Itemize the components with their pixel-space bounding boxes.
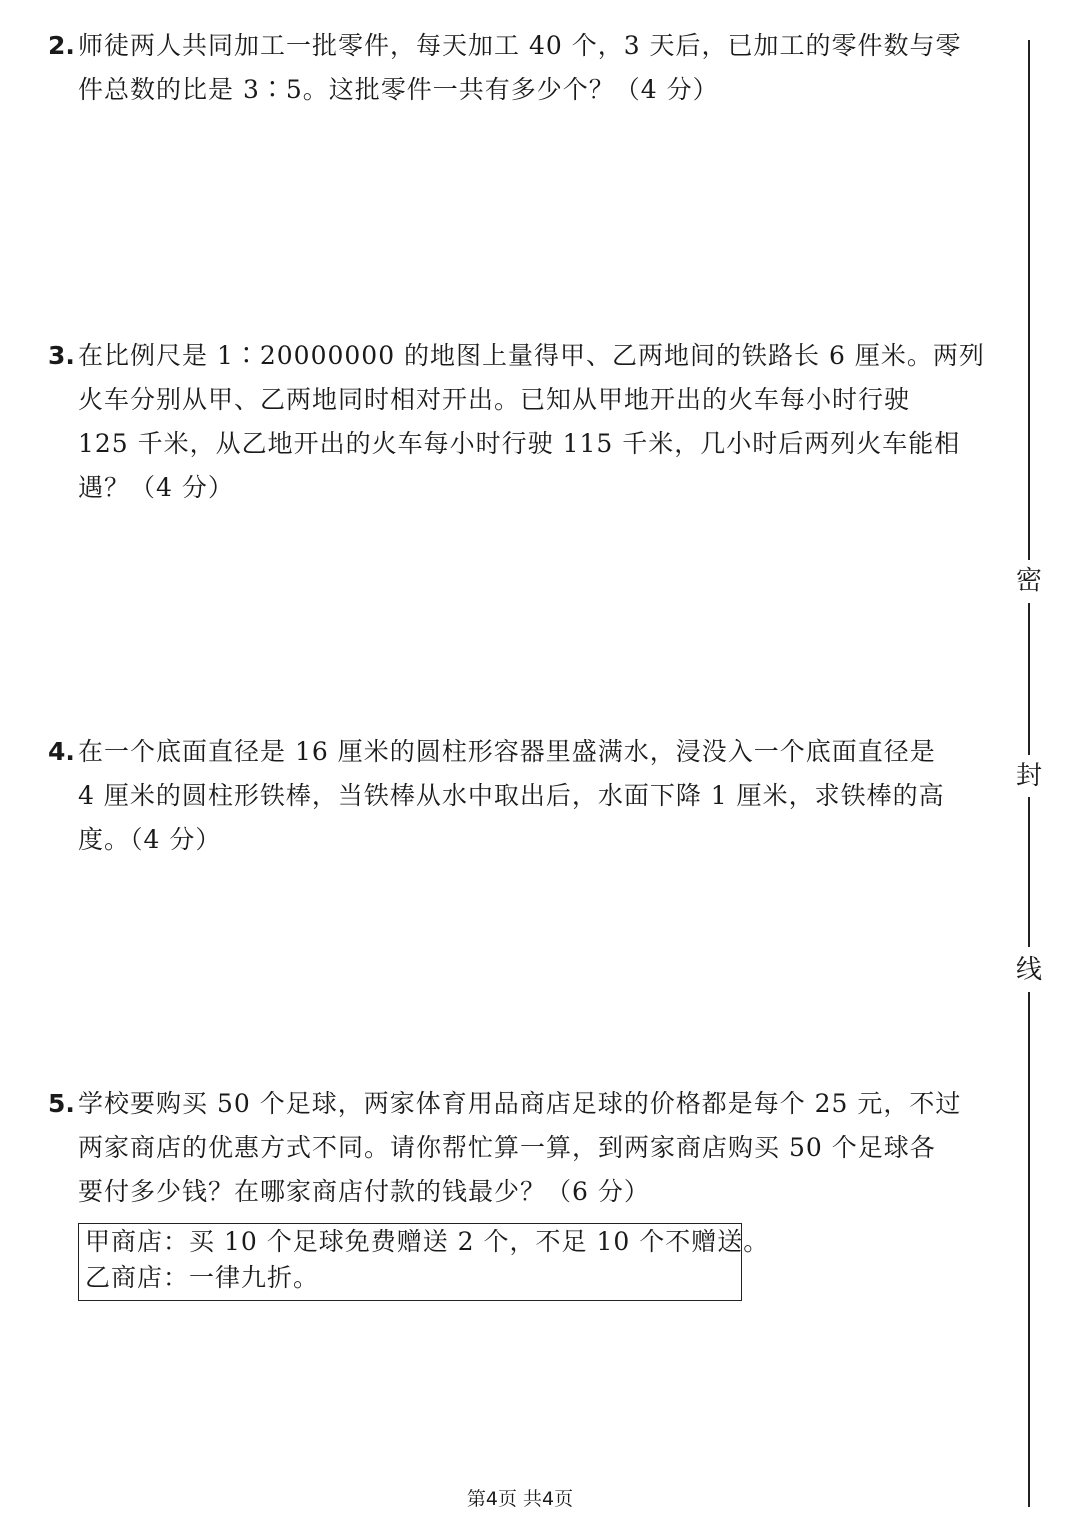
- question-line: 125 千米，从乙地开出的火车每小时行驶 115 千米，几小时后两列火车能相: [78, 429, 961, 458]
- question-text: [78, 334, 990, 510]
- question-text: [78, 730, 990, 862]
- seal-char-xian: 线: [1015, 955, 1042, 985]
- question-4: [48, 730, 990, 862]
- offer-box: [78, 1223, 770, 1301]
- question-text: [78, 24, 990, 112]
- seal-line-segment: [1028, 797, 1030, 947]
- offer-shop-a: 甲商店：买 10 个足球免费赠送 2 个，不足 10 个不赠送。: [85, 1227, 770, 1256]
- question-number: 4.: [48, 737, 75, 766]
- offer-shop-b: 乙商店：一律九折。: [85, 1263, 320, 1292]
- seal-line-segment: [1028, 992, 1030, 1507]
- page-number: 第4页 共4页: [466, 1488, 574, 1510]
- seal-char-feng: 封: [1015, 761, 1042, 791]
- question-line: 火车分别从甲、乙两地同时相对开出。已知从甲地开出的火车每小时行驶: [78, 385, 911, 414]
- question-number: 2.: [48, 31, 75, 60]
- question-line: 件总数的比是 3∶5。这批零件一共有多少个？（4 分）: [78, 75, 719, 104]
- question-line: 师徒两人共同加工一批零件，每天加工 40 个，3 天后，已加工的零件数与零: [78, 31, 962, 60]
- question-line: 度。（4 分）: [78, 825, 222, 854]
- question-line: 在比例尺是 1∶20000000 的地图上量得甲、乙两地间的铁路长 6 厘米。两列: [78, 341, 985, 370]
- question-line: 学校要购买 50 个足球，两家体育用品商店足球的价格都是每个 25 元，不过: [78, 1089, 962, 1118]
- question-line: 4 厘米的圆柱形铁棒，当铁棒从水中取出后，水面下降 1 厘米，求铁棒的高: [78, 781, 945, 810]
- question-5: [48, 1082, 990, 1214]
- question-line: 遇？（4 分）: [78, 473, 234, 502]
- question-number: 5.: [48, 1089, 75, 1118]
- question-number: 3.: [48, 341, 75, 370]
- question-3: [48, 334, 990, 510]
- seal-char-mi: 密: [1015, 566, 1042, 596]
- question-text: [78, 1082, 990, 1214]
- question-2: [48, 24, 990, 112]
- seal-line-segment: [1028, 40, 1030, 560]
- question-line: 两家商店的优惠方式不同。请你帮忙算一算，到两家商店购买 50 个足球各: [78, 1133, 936, 1162]
- question-line: 要付多少钱？在哪家商店付款的钱最少？（6 分）: [78, 1177, 650, 1206]
- question-line: 在一个底面直径是 16 厘米的圆柱形容器里盛满水，浸没入一个底面直径是: [78, 737, 936, 766]
- seal-line-segment: [1028, 603, 1030, 755]
